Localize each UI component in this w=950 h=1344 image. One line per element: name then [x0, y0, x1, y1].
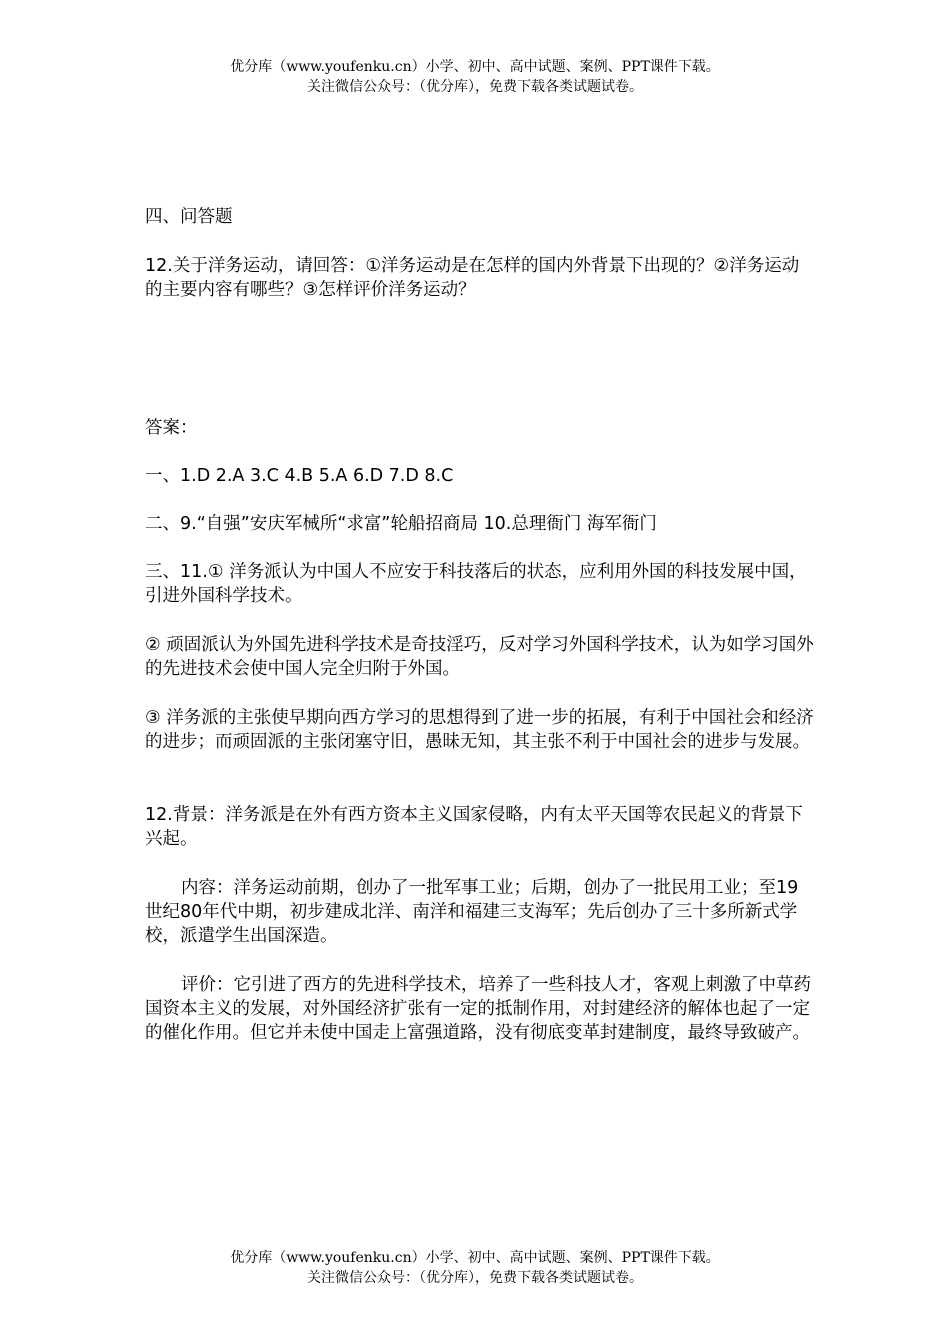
answer-part-3-item-1: 三、11.① 洋务派认为中国人不应安于科技落后的状态，应利用外国的科技发展中国，引进外国科学技术。 [145, 562, 807, 606]
answer-part-2: 二、9.“自强”安庆军械所“求富”轮船招商局 10.总理衙门 海军衙门 [145, 514, 657, 534]
question-12: 12.关于洋务运动，请回答：①洋务运动是在怎样的国内外背景下出现的？②洋务运动的主要内容有哪些？③怎样评价洋务运动？ [145, 256, 800, 300]
answer-part-3-item-2: ② 顽固派认为外国先进科学技术是奇技淫巧，反对学习外国科学技术，认为如学习国外的先进技术会使中国人完全归附于外国。 [145, 635, 814, 679]
page-header [0, 57, 950, 97]
section-title: 四、问答题 [145, 207, 233, 227]
answer-12-background: 12.背景：洋务派是在外有西方资本主义国家侵略，内有太平天国等农民起义的背景下兴起。 [145, 805, 803, 849]
page-footer [0, 1248, 950, 1288]
answer-12-content: 内容：洋务运动前期，创办了一批军事工业；后期，创办了一批民用工业；至19世纪80年代中期，初步建成北洋、南洋和福建三支海军；先后创办了三十多所新式学校，派遣学生出国深造。 [145, 878, 799, 946]
answer-part-1: 一、1.D 2.A 3.C 4.B 5.A 6.D 7.D 8.C [145, 466, 454, 486]
footer-line-2: 关注微信公众号：（优分库），免费下载各类试题试卷。 [307, 1270, 643, 1286]
answer-12-evaluation: 评价：它引进了西方的先进科学技术，培养了一些科技人才，客观上刺激了中草药国资本主义的发展，对外国经济扩张有一定的抵制作用，对封建经济的解体也起了一定的催化作用。但它并未使中国走上富强道路，没有彻底变革封建制度，最终导致破产。 [145, 975, 811, 1043]
header-line-1: 优分库（www.youfenku.cn）小学、初中、高中试题、案例、PPT课件下载。 [230, 59, 720, 75]
header-line-2: 关注微信公众号：（优分库），免费下载各类试题试卷。 [307, 79, 643, 95]
footer-line-1: 优分库（www.youfenku.cn）小学、初中、高中试题、案例、PPT课件下载。 [230, 1250, 720, 1266]
answer-label: 答案： [145, 418, 198, 438]
answer-part-3-item-3: ③ 洋务派的主张使早期向西方学习的思想得到了进一步的拓展，有利于中国社会和经济的进步；而顽固派的主张闭塞守旧，愚昧无知，其主张不利于中国社会的进步与发展。 [145, 708, 814, 752]
